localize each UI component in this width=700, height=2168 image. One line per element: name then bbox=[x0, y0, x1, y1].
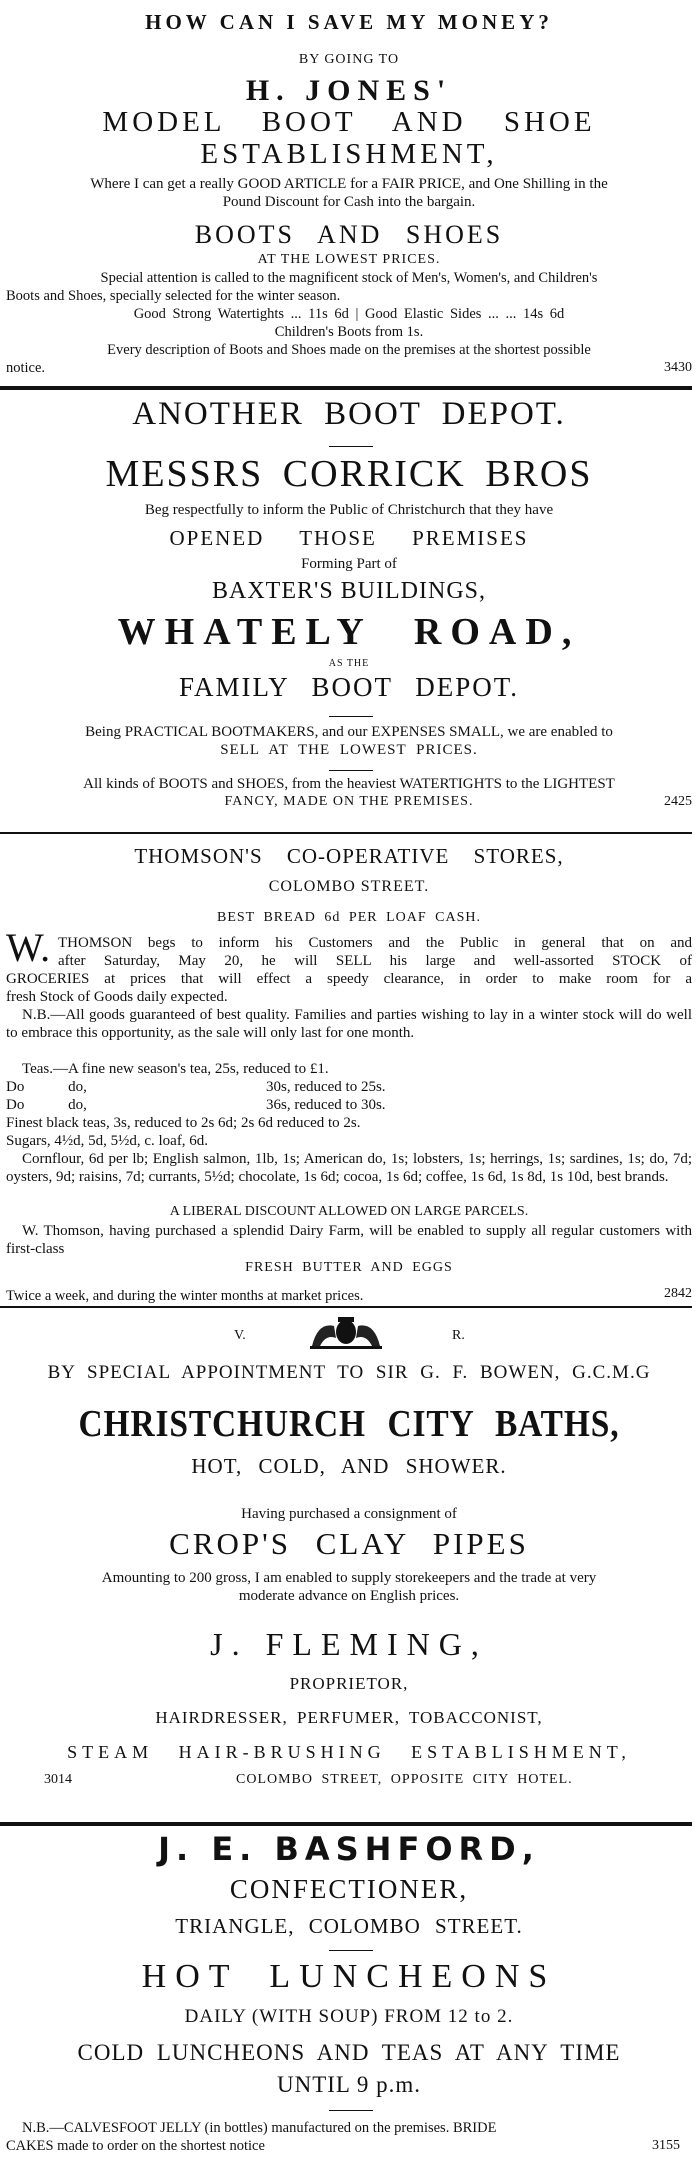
royal-coat-of-arms-icon bbox=[306, 1316, 386, 1350]
ad-bashford bbox=[6, 1826, 692, 2168]
twice-a-week: Twice a week, and during the winter months at market prices. bbox=[6, 1288, 364, 1304]
drop-cap: W. bbox=[6, 925, 51, 970]
every-line-1: Every description of Boots and Shoes made on the premises at the shortest possible bbox=[107, 342, 591, 358]
dairy-paragraph: W. Thomson, having purchased a splendid Dairy Farm, will be enabled to supply all regular customers with first-class bbox=[6, 1223, 692, 1257]
having-purchased: Having purchased a consignment of bbox=[241, 1506, 457, 1522]
tea-line-2-label: Do do, bbox=[6, 1079, 87, 1095]
ad-ref-number: 2425 bbox=[664, 794, 692, 809]
hot-cold-shower: HOT, COLD, AND SHOWER. bbox=[191, 1454, 507, 1478]
para-line-3: GROCERIES at prices that will effect a speedy clearance, in order to make room for a bbox=[6, 971, 692, 987]
ad-corrick-bros bbox=[6, 390, 692, 830]
best-bread: BEST BREAD 6d PER LOAF CASH. bbox=[216, 910, 481, 925]
being-line-2: SELL AT THE LOWEST PRICES. bbox=[220, 742, 478, 758]
all-kinds-line-1: All kinds of BOOTS and SHOES, from the heaviest WATERTIGHTS to the LIGHTEST bbox=[83, 776, 615, 792]
family-boot-depot: FAMILY BOOT DEPOT. bbox=[178, 672, 520, 702]
street: COLOMBO STREET. bbox=[268, 878, 430, 895]
para-line-2: after Saturday, May 20, he will SELL his large and well-assorted STOCK of bbox=[58, 953, 692, 969]
confectioner: CONFECTIONER, bbox=[229, 1874, 469, 1904]
intro-line-1: Where I can get a really GOOD ARTICLE for a FAIR PRICE, and One Shilling in the bbox=[90, 176, 608, 192]
opened-premises: OPENED THOSE PREMISES bbox=[169, 526, 529, 550]
ad-ref-number: 3155 bbox=[652, 2138, 680, 2153]
tea-line-3-label: Do do, bbox=[6, 1097, 87, 1113]
amount-line-1: Amounting to 200 gross, I am enabled to supply storekeepers and the trade at very bbox=[101, 1570, 597, 1586]
address: COLOMBO STREET, OPPOSITE CITY HOTEL. bbox=[236, 1772, 573, 1787]
cold-luncheons: COLD LUNCHEONS AND TEAS AT ANY TIME bbox=[77, 2040, 621, 2065]
headline: HOW CAN I SAVE MY MONEY? bbox=[145, 10, 553, 34]
black-teas: Finest black teas, 3s, reduced to 2s 6d; 2s 6d reduced to 2s. bbox=[6, 1115, 361, 1131]
short-rule bbox=[329, 1950, 373, 1951]
forming-part: Forming Part of bbox=[301, 556, 397, 572]
amount-line-2: moderate advance on English prices. bbox=[238, 1588, 460, 1604]
beg-line: Beg respectfully to inform the Public of Christchurch that they have bbox=[144, 502, 554, 518]
intro-line-2: Pound Discount for Cash into the bargain. bbox=[222, 194, 476, 210]
ad-thomsons-stores bbox=[6, 834, 692, 1304]
hot-luncheons: HOT LUNCHEONS bbox=[141, 1958, 557, 1995]
firm-name: MESSRS CORRICK BROS bbox=[105, 453, 593, 495]
liberal-discount: A LIBERAL DISCOUNT ALLOWED ON LARGE PARCELS. bbox=[169, 1204, 529, 1219]
tea-line-3-price: 36s, reduced to 30s. bbox=[266, 1097, 386, 1113]
fleming-name: J. FLEMING, bbox=[210, 1626, 488, 1662]
sugars: Sugars, 4½d, 5d, 5½d, c. loaf, 6d. bbox=[6, 1133, 209, 1149]
trades: HAIRDRESSER, PERFUMER, TOBACCONIST, bbox=[155, 1708, 543, 1727]
boots-and-shoes: BOOTS AND SHOES bbox=[194, 220, 504, 249]
cipher-r: R. bbox=[452, 1328, 465, 1343]
short-rule bbox=[329, 770, 373, 771]
as-the: AS THE bbox=[328, 658, 370, 669]
ad-h-jones bbox=[6, 0, 692, 376]
crops-clay-pipes: CROP'S CLAY PIPES bbox=[169, 1526, 529, 1561]
ad-ref-number: 2842 bbox=[664, 1286, 692, 1301]
daily-with-soup: DAILY (WITH SOUP) FROM 12 to 2. bbox=[184, 2006, 514, 2027]
all-kinds-line-2: FANCY, MADE ON THE PREMISES. bbox=[224, 794, 474, 809]
short-rule bbox=[329, 716, 373, 717]
ad-ref-number: 3014 bbox=[44, 1772, 72, 1787]
cornflour-list: Cornflour, 6d per lb; English salmon, 1lb, 1s; American do, 1s; lobsters, 1s; herrings, 1s; sardines, 1s; do, 7d; oysters, 9d; raisins, 7d; currants, 5½d; chocolate, 1s 6d; cocoa, 1s 6d; coffee, 1s 6d, 1s 8d, 1s 10d, best brands. bbox=[6, 1151, 692, 1185]
nb-line-2: CAKES made to order on the shortest notice bbox=[6, 2138, 265, 2154]
being-line-1: Being PRACTICAL BOOTMAKERS, and our EXPENSES SMALL, we are enabled to bbox=[85, 724, 613, 740]
baths-name: CHRISTCHURCH CITY BATHS, bbox=[78, 1403, 620, 1445]
short-rule bbox=[329, 2110, 373, 2111]
children-boots: Children's Boots from 1s. bbox=[274, 324, 424, 340]
ad-city-baths bbox=[6, 1308, 692, 1818]
special-line-2: Boots and Shoes, specially selected for the winter season. bbox=[6, 288, 341, 304]
para-line-1: THOMSON begs to inform his Customers and the Public in general that on and bbox=[58, 935, 692, 951]
whately-road: WHATELY ROAD, bbox=[117, 611, 581, 653]
tea-line-2-price: 30s, reduced to 25s. bbox=[266, 1079, 386, 1095]
lowest-prices: AT THE LOWEST PRICES. bbox=[257, 252, 441, 267]
baxters-buildings: BAXTER'S BUILDINGS, bbox=[212, 578, 486, 604]
bashford-name: J. E. BASHFORD, bbox=[158, 1830, 540, 1868]
special-appointment: BY SPECIAL APPOINTMENT TO SIR G. F. BOWEN, G.C.M.G bbox=[47, 1362, 651, 1383]
triangle-address: TRIANGLE, COLOMBO STREET. bbox=[175, 1914, 523, 1938]
shop-line-1: MODEL BOOT AND SHOE bbox=[102, 106, 596, 138]
price-line: Good Strong Watertights ... 11s 6d | Good Elastic Sides ... ... 14s 6d bbox=[133, 306, 565, 322]
proprietor-name: H. JONES' bbox=[245, 74, 453, 107]
short-rule bbox=[329, 446, 373, 447]
para-line-4: fresh Stock of Goods daily expected. bbox=[6, 989, 228, 1005]
headline: ANOTHER BOOT DEPOT. bbox=[132, 396, 566, 432]
every-line-2: notice. bbox=[6, 360, 46, 376]
proprietor: PROPRIETOR, bbox=[289, 1674, 409, 1693]
until-9pm: UNTIL 9 p.m. bbox=[276, 2072, 421, 2097]
steam-hair-brushing: STEAM HAIR-BRUSHING ESTABLISHMENT, bbox=[67, 1742, 631, 1762]
shop-line-2: ESTABLISHMENT, bbox=[200, 138, 498, 170]
headline: THOMSON'S CO-OPERATIVE STORES, bbox=[134, 844, 564, 868]
fresh-butter: FRESH BUTTER AND EGGS bbox=[245, 1260, 453, 1275]
tea-line-1: Teas.—A fine new season's tea, 25s, reduced to £1. bbox=[22, 1061, 329, 1077]
by-going-to: BY GOING TO bbox=[298, 52, 400, 67]
special-line-1: Special attention is called to the magnificent stock of Men's, Women's, and Children's bbox=[100, 270, 598, 286]
cipher-v: V. bbox=[234, 1328, 246, 1343]
nb-line-1: N.B.—CALVESFOOT JELLY (in bottles) manufactured on the premises. BRIDE bbox=[22, 2120, 497, 2136]
nb-paragraph: N.B.—All goods guaranteed of best quality. Families and parties wishing to lay in a winter stock will do well to embrace this opportunity, as the sale will only last for one month. bbox=[6, 1007, 692, 1041]
ad-ref-number: 3430 bbox=[664, 360, 692, 375]
